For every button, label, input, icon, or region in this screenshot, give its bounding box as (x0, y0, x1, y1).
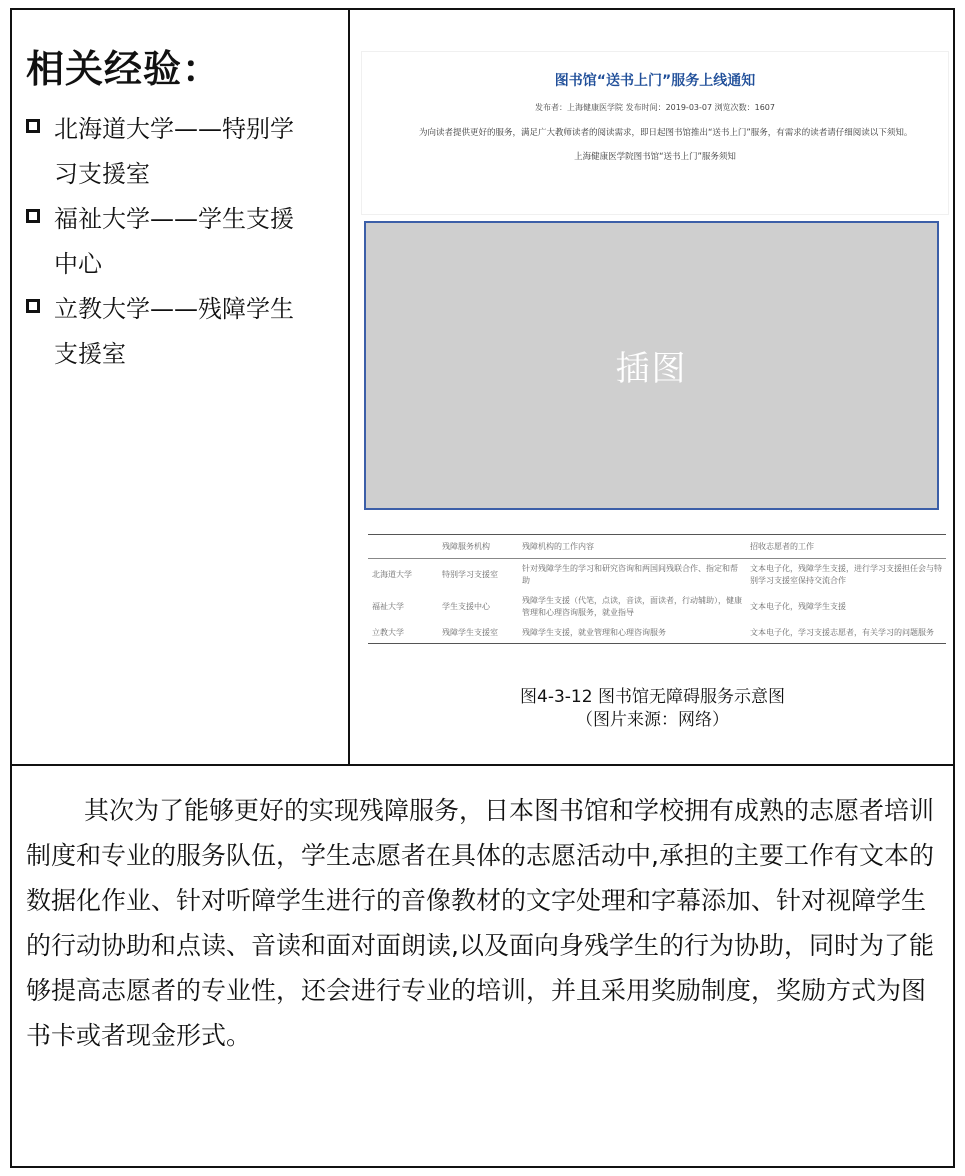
table-cell: 特别学习支援室 (442, 570, 498, 579)
list-item-text: 中心 (54, 250, 102, 278)
experience-heading: 相关经验： (26, 47, 222, 91)
table-row (368, 559, 946, 592)
caption-title: 图4-3-12 图书馆无障碍服务示意图 (520, 687, 785, 707)
list-item-text: 福祉大学——学生支援 (54, 205, 294, 233)
experience-panel (26, 38, 336, 377)
table-row (368, 623, 946, 644)
placeholder-label: 插图 (615, 349, 688, 389)
row-divider (10, 764, 955, 766)
table-cell: 北海道大学 (372, 570, 412, 579)
table-cell: 立教大学 (368, 623, 438, 644)
service-table (368, 534, 946, 644)
table-header (368, 535, 438, 559)
caption-source: （图片来源：网络） (576, 710, 729, 730)
list-item-text: 立教大学——残障学生 (54, 295, 294, 323)
list-item (26, 197, 336, 287)
square-bullet-icon (26, 209, 40, 223)
figure-placeholder (364, 221, 939, 510)
table-cell: 学生支援中心 (442, 602, 490, 611)
square-bullet-icon (26, 299, 40, 313)
list-item-text: 习支援室 (54, 160, 150, 188)
table-row (368, 591, 946, 623)
list-item (26, 287, 336, 377)
figure-caption (350, 686, 955, 732)
table-cell: 福祉大学 (372, 602, 404, 611)
list-item-text: 北海道大学——特别学 (54, 115, 294, 143)
body-paragraph (26, 788, 941, 1058)
table-cell: 文本电子化，学习支援志愿者，有关学习的问题服务 (746, 623, 946, 644)
table-cell: 残障学生支援，就业管理和心理咨询服务 (518, 623, 746, 644)
list-item-text: 支援室 (54, 340, 126, 368)
table-header-row (368, 535, 946, 559)
table-cell: 残障学生支援室 (438, 623, 518, 644)
paragraph-text: 其次为了能够更好的实现残障服务，日本图书馆和学校拥有成熟的志愿者培训制度和专业的服务队伍，学生志愿者在具体的志愿活动中,承担的主要工作有文本的数据化作业、针对听障学生进行的音像教材的文字处理和字幕添加、针对视障学生的行动协助和点读、音读和面对面朗读,以及面向身残学生的行为协助，同时为了能够提高志愿者的专业性，还会进行专业的培训，并且采用奖励制度，奖励方式为图书卡或者现金形式。 (26, 796, 935, 1050)
experience-list (26, 107, 336, 377)
table-cell: 文本电子化，残障学生支援，进行学习支援担任会与特别学习支援室保持交流合作 (750, 564, 942, 585)
column-divider (348, 8, 350, 766)
square-bullet-icon (26, 119, 40, 133)
notice-body: 为向读者提供更好的服务，满足广大教师读者的阅读需求，即日起图书馆推出“送书上门”服务，有需求的读者请仔细阅读以下须知。 (419, 128, 913, 138)
notice-meta: 发布者：上海健康医学院 发布时间：2019-03-07 浏览次数：1607 (535, 103, 775, 112)
table-cell: 针对残障学生的学习和研究咨询和两国间残联合作、指定和帮助 (522, 564, 738, 585)
list-item (26, 107, 336, 197)
notice-title: 图书馆“送书上门”服务上线通知 (554, 73, 756, 89)
table-cell: 残障学生支援（代笔，点读，音读，面读者，行动辅助），健康管理和心理咨询服务，就业指导 (522, 596, 742, 617)
notice-subheading: 上海健康医学院图书馆“送书上门”服务须知 (574, 152, 736, 162)
table-header: 残障服务机构 (438, 535, 518, 559)
table-header: 招收志愿者的工作 (746, 535, 946, 559)
library-notice (362, 52, 948, 214)
table-header: 残障机构的工作内容 (518, 535, 746, 559)
table-cell: 文本电子化，残障学生支援 (750, 602, 846, 611)
